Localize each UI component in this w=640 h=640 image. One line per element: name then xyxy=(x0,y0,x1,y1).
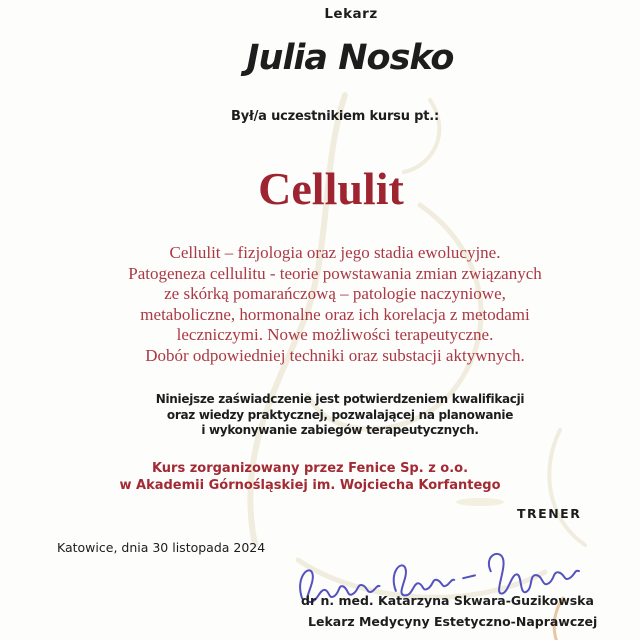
description-line: metaboliczne, hormonalne oraz ich korelacja z metodami xyxy=(140,304,530,324)
statement-line: Niniejsze zaświadczenie jest potwierdzeniem kwalifikacji xyxy=(155,392,525,406)
place-and-date: Katowice, dnia 30 listopada 2024 xyxy=(57,540,266,555)
qualification-statement xyxy=(20,392,640,439)
organizer-info xyxy=(0,461,630,494)
signer-name: dr n. med. Katarzyna Skwara-Guzikowska xyxy=(301,593,594,608)
description-line: Dobór odpowiedniej techniki oraz substacji aktywnych. xyxy=(145,345,525,365)
course-title: Cellulit xyxy=(258,163,404,214)
scan-smudge xyxy=(456,498,504,506)
organizer-line: w Akademii Górnośląskiej im. Wojciecha Korfantego xyxy=(119,477,501,493)
description-line: leczniczymi. Nowe możliwości terapeutyczne. xyxy=(176,325,494,344)
participant-name: Julia Nosko xyxy=(246,38,454,78)
signer-title: Lekarz Medycyny Estetyczno-Naprawczej xyxy=(308,614,598,629)
description-line: Patogeneza cellulitu - teorie powstawania zmian związanych xyxy=(128,263,542,283)
statement-line: oraz wiedzy praktycznej, pozwalającej na planowanie xyxy=(166,407,514,422)
organizer-line: Kurs zorganizowany przez Fenice Sp. z o.o. xyxy=(151,461,469,476)
trainer-label: TRENER xyxy=(517,506,582,521)
description-line: ze skórką pomarańczową – patologie naczyniowe, xyxy=(164,284,506,303)
role-label: Lekarz xyxy=(324,6,378,22)
course-description xyxy=(15,243,640,366)
description-line: Cellulit – fizjologia oraz jego stadia ewolucyjne. xyxy=(169,243,501,262)
statement-line: i wykonywanie zabiegów terapeutycznych. xyxy=(201,423,479,437)
course-intro-text: Był/a uczestnikiem kursu pt.: xyxy=(231,109,439,124)
